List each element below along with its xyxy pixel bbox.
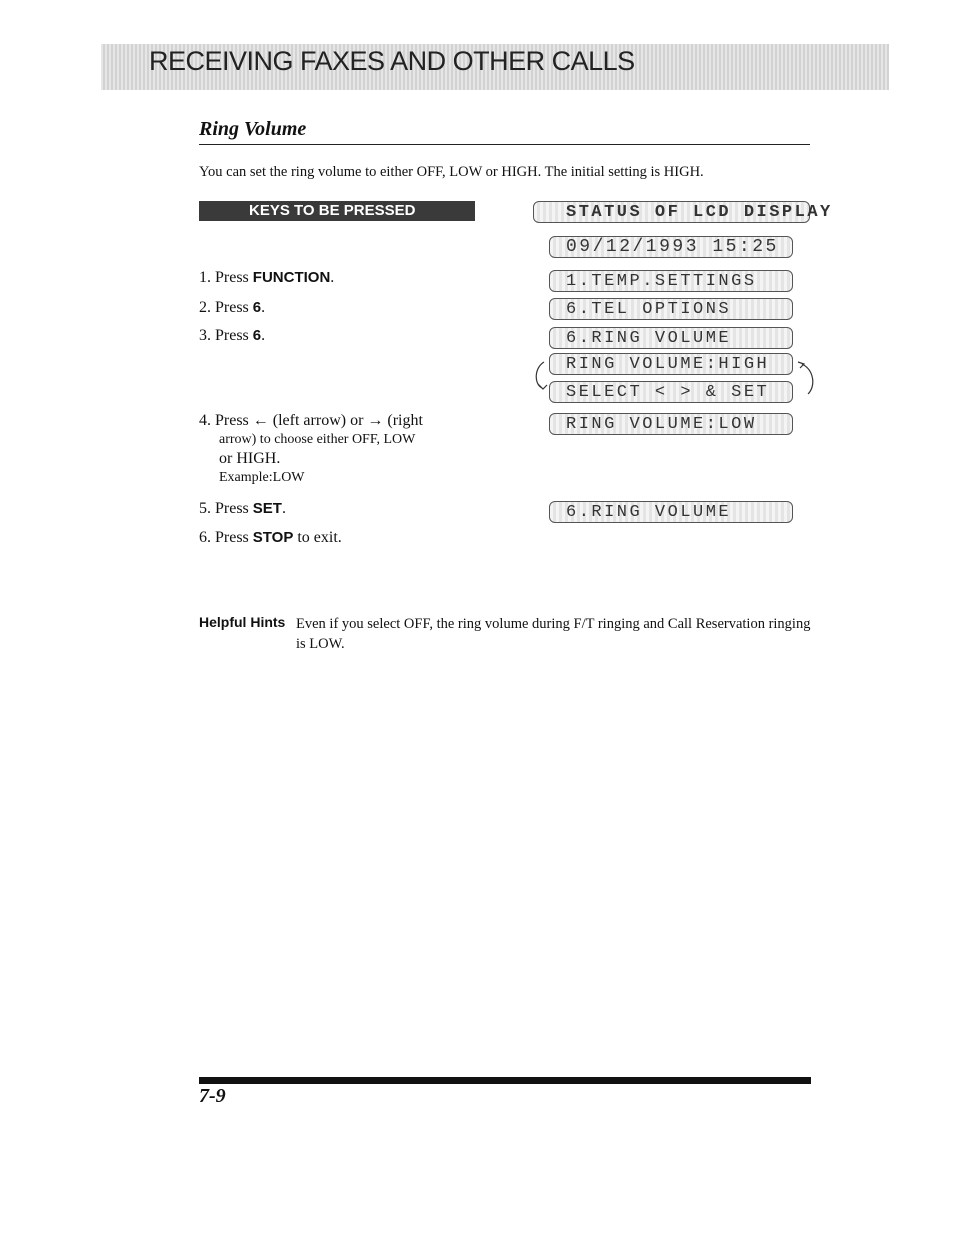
helpful-hints-text: Even if you select OFF, the ring volume during F/T ringing and Call Reservation ringing is LOW. <box>296 616 811 652</box>
step-3: 3. Press 6. <box>199 327 266 344</box>
chapter-title: RECEIVING FAXES AND OTHER CALLS <box>149 46 635 76</box>
lcd-ring-volume-menu: 6.RING VOLUME <box>549 327 793 349</box>
lcd-ring-volume-final: 6.RING VOLUME <box>549 501 793 523</box>
step-4-example: Example:LOW <box>219 470 305 485</box>
lcd-ring-volume-high: RING VOLUME:HIGH <box>549 353 793 375</box>
step-number: 1. <box>199 269 211 286</box>
lcd-temp-settings: 1.TEMP.SETTINGS <box>549 270 793 292</box>
key-6: 6 <box>252 327 262 344</box>
key-set: SET <box>252 500 282 517</box>
step-number: 3. <box>199 327 211 344</box>
step-1: 1. Press FUNCTION. <box>199 269 335 286</box>
step-5: 5. Press SET. <box>199 500 286 517</box>
step-2: 2. Press 6. <box>199 299 266 316</box>
lcd-ring-volume-low: RING VOLUME:LOW <box>549 413 793 435</box>
key-function: FUNCTION <box>252 269 331 286</box>
step-4-line-2: arrow) to choose either OFF, LOW <box>219 432 416 447</box>
chapter-banner <box>101 44 889 90</box>
step-number: 5. <box>199 500 211 517</box>
helpful-hints-label: Helpful Hints <box>199 614 286 630</box>
lcd-date-time: 09/12/1993 15:25 <box>549 236 793 258</box>
step-4-line-3: or HIGH. <box>219 450 281 467</box>
key-stop: STOP <box>252 529 294 546</box>
key-6: 6 <box>252 299 262 316</box>
lcd-column-header: STATUS OF LCD DISPLAY <box>533 201 810 223</box>
lcd-tel-options: 6.TEL OPTIONS <box>549 298 793 320</box>
step-6: 6. Press STOP to exit. <box>199 529 342 546</box>
section-title: Ring Volume <box>199 118 307 140</box>
step-4: 4. Press ← (left arrow) or → (right <box>199 412 423 429</box>
step-number: 2. <box>199 299 211 316</box>
intro-text: You can set the ring volume to either OFF, LOW or HIGH. The initial setting is HIGH. <box>199 164 704 180</box>
step-number: 4. <box>199 412 211 429</box>
title-rule <box>199 144 810 145</box>
step-number: 6. <box>199 529 211 546</box>
page-number: 7-9 <box>199 1085 226 1107</box>
footer-rule <box>199 1077 811 1084</box>
lcd-select-prompt: SELECT < > & SET <box>549 381 793 403</box>
keys-column-header: KEYS TO BE PRESSED <box>199 201 475 221</box>
